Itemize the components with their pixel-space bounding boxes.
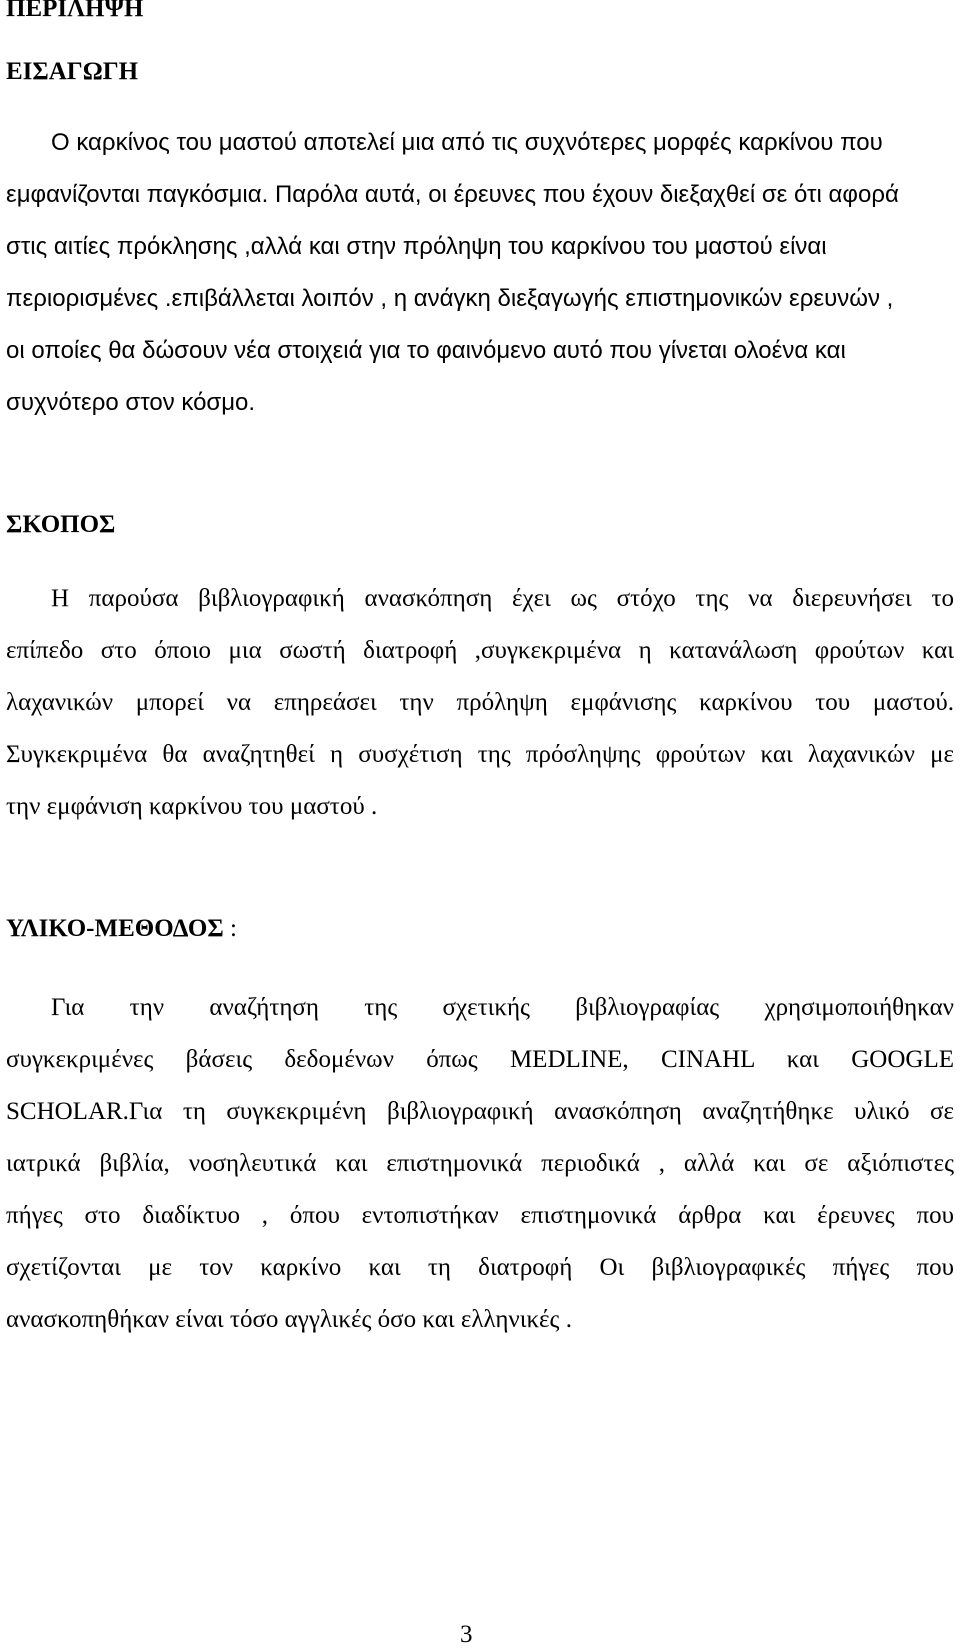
paragraph-line: πήγες στο διαδίκτυο , όπου εντοπιστήκαν επιστημονικά άρθρα και έρευνες που [6,1202,954,1229]
paragraph-line: στις αιτίες πρόκλησης ,αλλά και στην πρόληψη του καρκίνου του μαστού είναι [6,233,827,260]
paragraph-line: Για την αναζήτηση της σχετικής βιβλιογραφίας χρησιμοποιήθηκαν [51,994,954,1021]
paragraph-line: εμφανίζονται παγκόσμια. Παρόλα αυτά, οι έρευνες που έχουν διεξαχθεί σε ότι αφορά [6,181,899,208]
paragraph-line: επίπεδο στο όποιο μια σωστή διατροφή ,συγκεκριμένα η κατανάλωση φρούτων και [6,637,954,664]
paragraph-line: περιορισμένες .επιβάλλεται λοιπόν , η ανάγκη διεξαγωγής επιστημονικών ερευνών , [6,285,894,312]
paragraph-line: την εμφάνιση καρκίνου του μαστού . [6,793,378,820]
method-paragraph [6,982,954,1346]
paragraph-line: συγκεκριμένες βάσεις δεδομένων όπως MEDLINE, CINAHL και GOOGLE [6,1046,954,1073]
aim-heading: ΣΚΟΠΟΣ [6,511,116,538]
paragraph-line: σχετίζονται με τον καρκίνο και τη διατροφή Οι βιβλιογραφικές πήγες που [6,1254,954,1281]
paragraph-line: SCHOLAR.Για τη συγκεκριμένη βιβλιογραφική ανασκόπηση αναζητήθηκε υλικό σε [6,1098,954,1125]
paragraph-line: Ο καρκίνος του μαστού αποτελεί μια από τις συχνότερες μορφές καρκίνου που [51,129,883,156]
introduction-paragraph [6,117,954,429]
paragraph-line: λαχανικών μπορεί να επηρεάσει την πρόληψη εμφάνισης καρκίνου του μαστού. [6,689,954,716]
method-heading [6,914,237,944]
paragraph-line: οι οποίες θα δώσουν νέα στοιχειά για το φαινόμενο αυτό που γίνεται ολοένα και [6,337,846,364]
paragraph-line: συχνότερο στον κόσμο. [6,389,256,416]
paragraph-line: ιατρικά βιβλία, νοσηλευτικά και επιστημονικά περιοδικά , αλλά και σε αξιόπιστες [6,1150,954,1177]
paragraph-line: Η παρούσα βιβλιογραφική ανασκόπηση έχει ως στόχο της να διερευνήσει το [51,585,954,612]
paragraph-line: ανασκοπηθήκαν είναι τόσο αγγλικές όσο και ελληνικές . [6,1306,572,1333]
page-number: 3 [460,1621,473,1648]
summary-heading: ΠΕΡΙΛΗΨΗ [6,0,144,22]
paragraph-line: Συγκεκριμένα θα αναζητηθεί η συσχέτιση της πρόσληψης φρούτων και λαχανικών με [6,741,954,768]
introduction-heading: ΕΙΣΑΓΩΓΗ [6,58,139,85]
aim-paragraph [6,573,954,833]
method-heading-colon: : [223,915,237,942]
method-heading-text: ΥΛΙΚΟ-ΜΕΘΟΔΟΣ [6,915,224,942]
